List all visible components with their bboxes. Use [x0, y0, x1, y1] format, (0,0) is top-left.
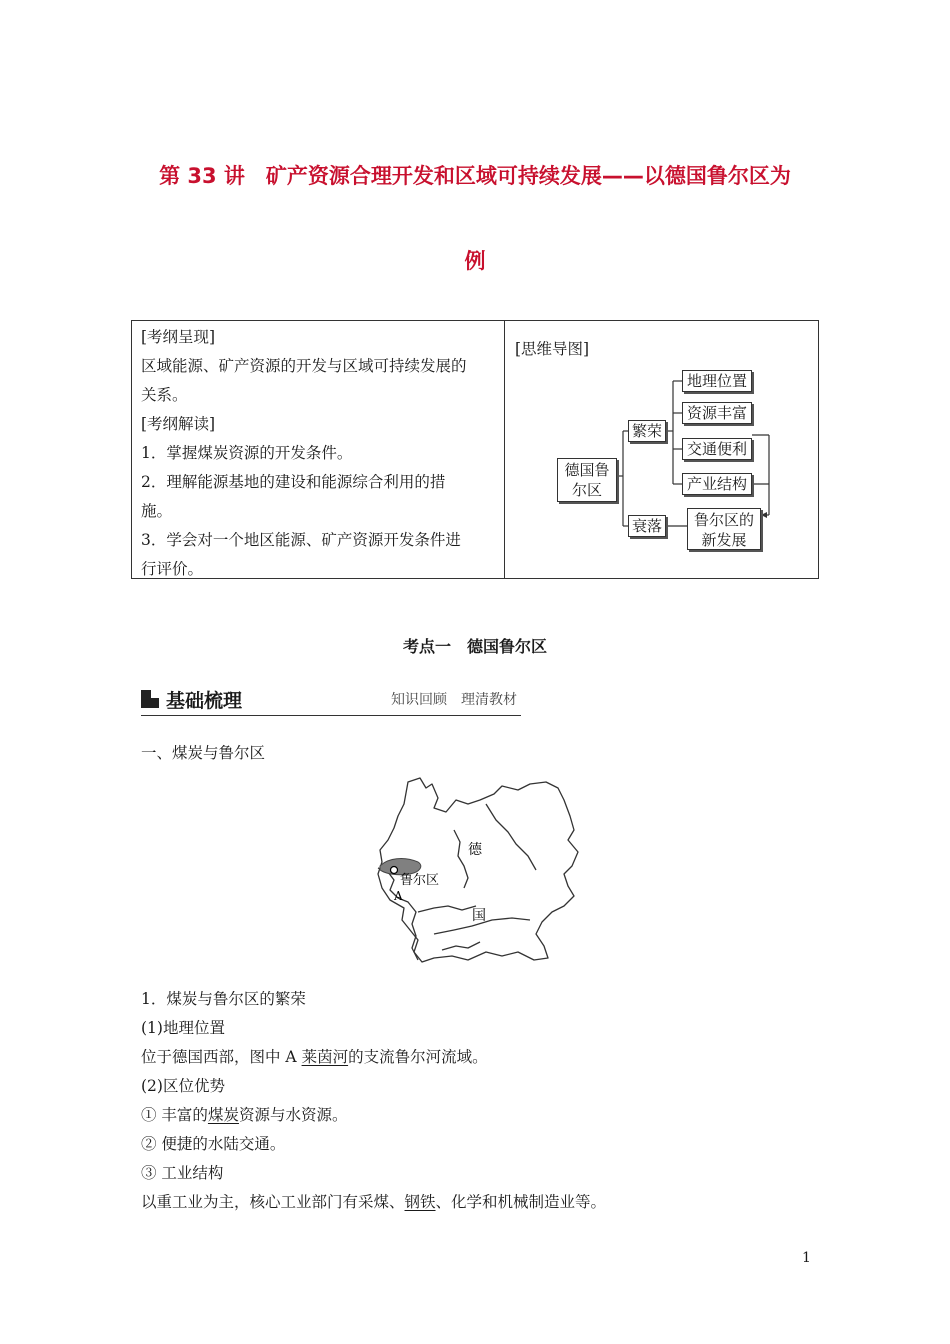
- para-industry-detail: [141, 1190, 606, 1212]
- page-title-line-2: 例: [464, 249, 486, 273]
- mindmap-leaf-resources: 资源丰富: [682, 402, 752, 424]
- para-advantage-resources: [141, 1103, 347, 1125]
- mindmap-leaf-location: 地理位置: [682, 370, 752, 392]
- page-title-line-1: 第 33 讲 矿产资源合理开发和区域可持续发展——以德国鲁尔区为: [159, 164, 791, 188]
- mindmap-prosper-node: 繁荣: [628, 420, 666, 442]
- heading-coal-and-ruhr: 一、煤炭与鲁尔区: [141, 744, 266, 762]
- section-square-icon-notch: [151, 690, 159, 698]
- main-river: [418, 906, 476, 912]
- map-label-de: 德: [468, 842, 482, 858]
- syllabus-line: [考纲呈现]: [141, 328, 216, 346]
- para-location-detail: [141, 1045, 488, 1067]
- syllabus-line: 关系。: [141, 386, 188, 404]
- syllabus-line: 1．掌握煤炭资源的开发条件。: [141, 444, 353, 462]
- basics-label: 基础梳理: [166, 690, 243, 712]
- answer-underlined: 莱茵河: [301, 1048, 349, 1066]
- text-run: 以重工业为主，核心工业部门有采煤、: [141, 1193, 405, 1211]
- para-location-heading: (1)地理位置: [141, 1019, 225, 1037]
- mindmap-decline-node: 衰落: [628, 515, 666, 537]
- ruhr-city-marker: [391, 867, 398, 874]
- para-advantages-heading: (2)区位优势: [141, 1077, 225, 1095]
- mindmap-label: [思维导图]: [515, 340, 590, 358]
- section-title: 考点一 德国鲁尔区: [402, 637, 547, 656]
- map-label-guo: 国: [472, 908, 486, 924]
- lake-constance: [442, 942, 480, 950]
- syllabus-line: 行评价。: [141, 560, 204, 578]
- text-run: 位于德国西部，图中 A: [141, 1048, 302, 1066]
- para-coal-prosperity: 1．煤炭与鲁尔区的繁荣: [141, 990, 306, 1008]
- mindmap-root-node: [557, 458, 617, 502]
- basics-subtitle: 知识回顾 理清教材: [391, 692, 517, 708]
- basics-header: [141, 686, 521, 716]
- map-label-a: A: [394, 889, 403, 903]
- mindmap-new-development-node: [687, 508, 761, 550]
- page-number: 1: [802, 1250, 811, 1266]
- mindmap-new-dev-line: 鲁尔区的: [693, 511, 754, 529]
- syllabus-line: [考纲解读]: [141, 415, 216, 433]
- para-industry-heading: ③ 工业结构: [141, 1164, 224, 1182]
- text-run: 、化学和机械制造业等。: [435, 1193, 607, 1211]
- text-run: 的支流鲁尔河流域。: [348, 1048, 488, 1066]
- syllabus-line: 2．理解能源基地的建设和能源综合利用的措: [141, 473, 446, 491]
- syllabus-column: [132, 321, 505, 578]
- text-run: ① 丰富的: [141, 1106, 208, 1124]
- outline-table: [131, 320, 819, 579]
- germany-map: [368, 770, 593, 970]
- syllabus-line: 施。: [141, 502, 173, 520]
- mindmap-new-dev-line: 新发展: [701, 531, 747, 549]
- basics-rule: [141, 715, 521, 716]
- mindmap-root-line: 尔区: [571, 481, 602, 499]
- mindmap-column: [505, 321, 818, 578]
- mindmap-root-line: 德国鲁: [564, 461, 610, 479]
- answer-underlined: 钢铁: [404, 1193, 436, 1211]
- answer-underlined: 煤炭: [207, 1106, 239, 1124]
- syllabus-line: 区域能源、矿产资源的开发与区域可持续发展的: [141, 357, 467, 375]
- mindmap-leaf-industry: 产业结构: [682, 473, 752, 495]
- mindmap-connectors: [505, 321, 819, 578]
- text-run: 资源与水资源。: [238, 1106, 348, 1124]
- map-label-ruhr: 鲁尔区: [400, 873, 440, 888]
- elbe-river: [486, 804, 536, 870]
- mindmap-leaf-transport: 交通便利: [682, 438, 752, 460]
- para-advantage-transport: ② 便捷的水陆交通。: [141, 1135, 286, 1153]
- weser-river: [454, 830, 468, 888]
- syllabus-line: 3．学会对一个地区能源、矿产资源开发条件进: [141, 531, 461, 549]
